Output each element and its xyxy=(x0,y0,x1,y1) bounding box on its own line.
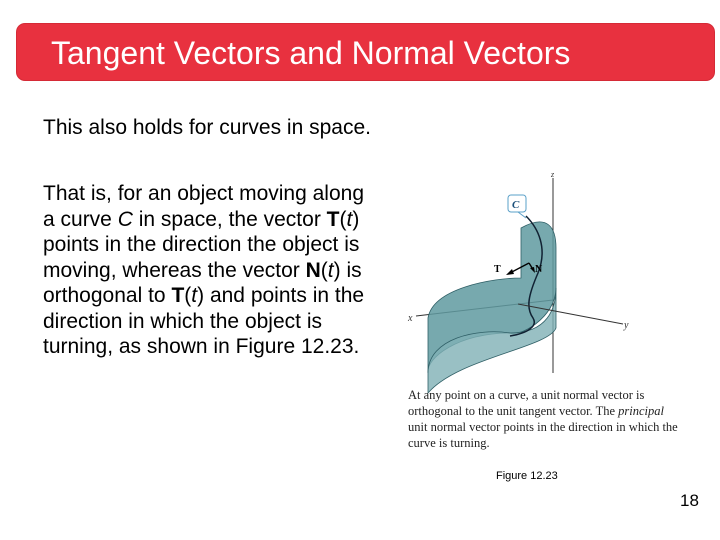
vector-n: N xyxy=(305,258,321,282)
curve-label-pointer xyxy=(518,212,526,218)
x-axis-label: x xyxy=(408,313,413,324)
para-text-2: in space, the vector xyxy=(132,207,327,231)
tangent-arrowhead xyxy=(506,269,514,275)
paren-close: ) xyxy=(333,258,341,282)
caption-text-1: At any point on a curve, a unit normal vector is orthogonal to the unit tangent vector. The xyxy=(408,388,645,418)
title-banner xyxy=(17,24,714,80)
para-text-1: That is, for an object moving along a curve xyxy=(43,182,365,231)
vector-t: T xyxy=(326,207,340,231)
paren-open: ( xyxy=(320,258,328,282)
paren-open: ( xyxy=(184,284,192,307)
normal-label: N xyxy=(535,264,543,275)
tangent-label: T xyxy=(494,264,501,275)
paren-close: ) xyxy=(352,207,360,231)
z-axis-label: z xyxy=(551,170,555,179)
figure-caption xyxy=(408,387,678,451)
caption-principal: principal xyxy=(618,404,664,418)
y-axis-label: y xyxy=(624,320,629,331)
var-t: t xyxy=(327,258,334,282)
para-text-5: and points in the direction in which the object is turning, as shown in Figure 12.23. xyxy=(43,284,365,358)
slide-title: Tangent Vectors and Normal Vectors xyxy=(51,35,571,71)
var-t: t xyxy=(346,207,353,231)
caption-text-2: unit normal vector points in the direction in which the curve is turning. xyxy=(408,420,678,450)
intro-text: This also holds for curves in space. xyxy=(43,116,371,139)
page-number: 18 xyxy=(680,491,699,510)
curve-label: C xyxy=(512,199,520,211)
paren-open: ( xyxy=(339,207,347,231)
body-paragraph xyxy=(43,181,378,360)
para-text-4: is orthogonal to xyxy=(43,258,362,307)
curve-c: C xyxy=(117,207,133,231)
paren-close: ) xyxy=(197,284,205,307)
figure-label: Figure 12.23 xyxy=(496,470,558,482)
vector-t: T xyxy=(171,284,185,307)
var-t: t xyxy=(191,284,198,307)
para-text-3: points in the direction the object is moving, whereas the vector xyxy=(43,233,360,282)
